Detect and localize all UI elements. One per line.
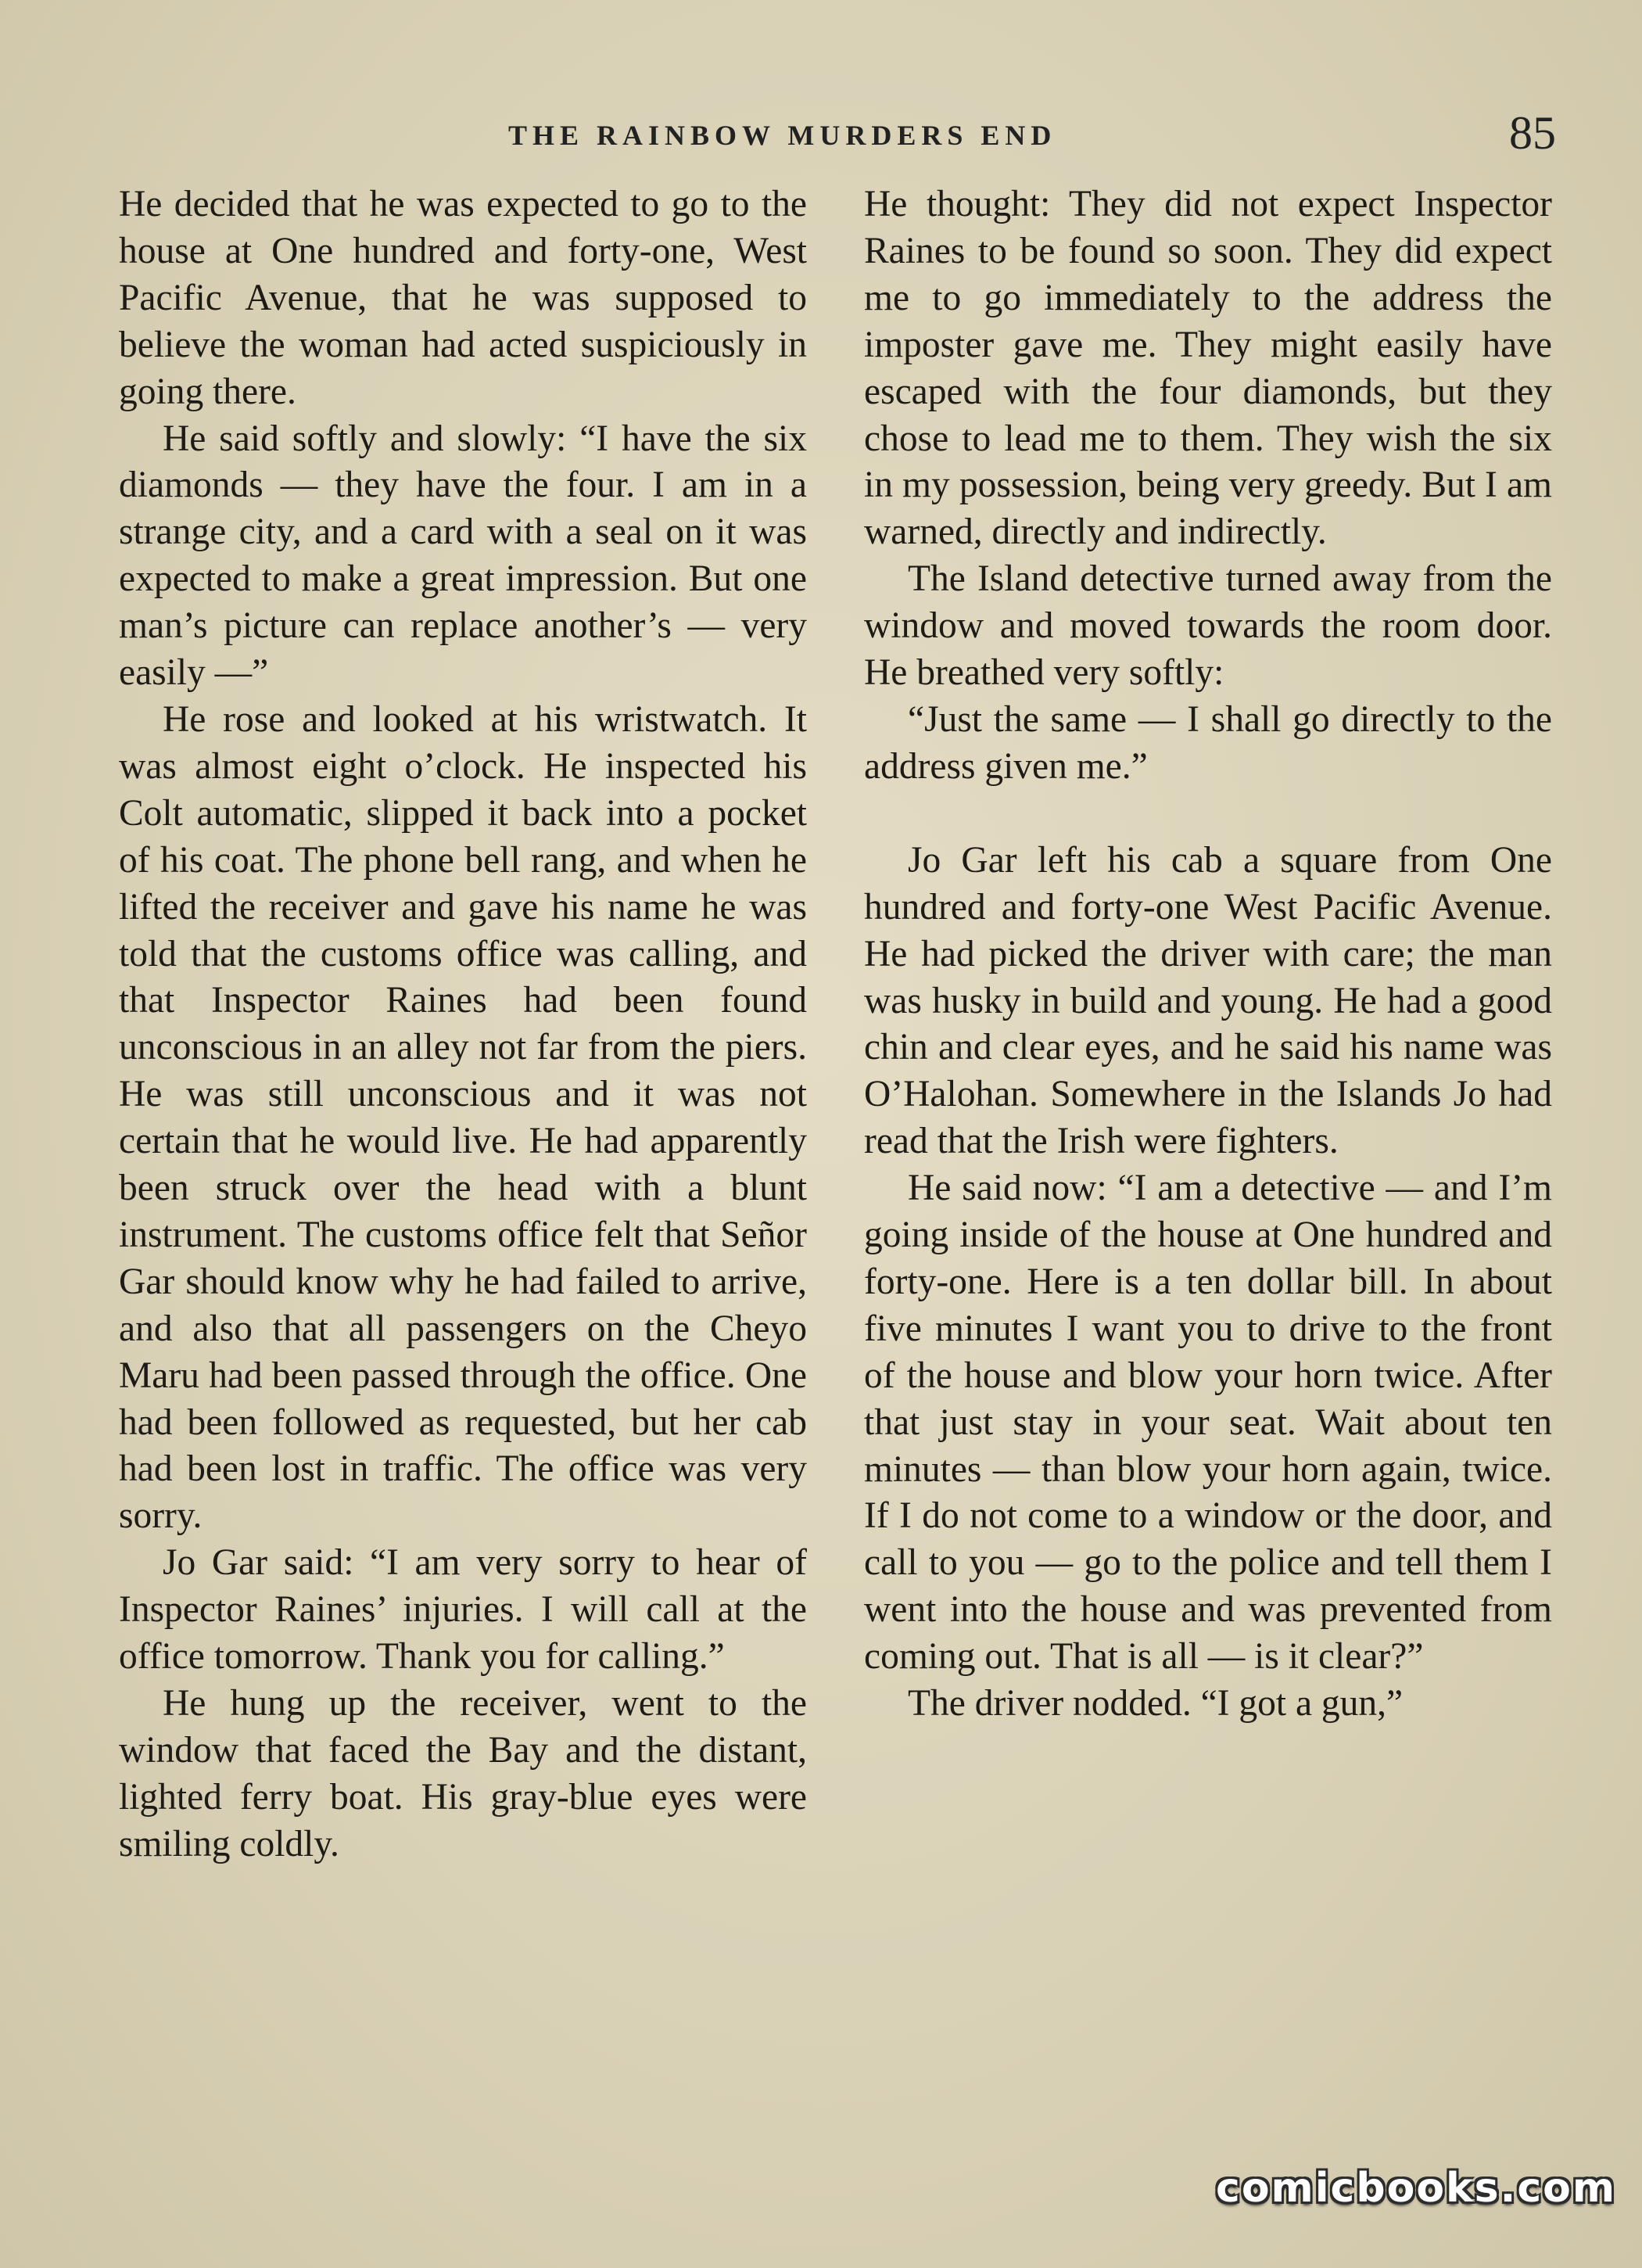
paragraph: Jo Gar said: “I am very sorry to hear of Inspector Raines’ injuries. I will call at the office tomorrow. Thank you for calling.” (119, 1542, 807, 1678)
right-column (864, 181, 1552, 1728)
paragraph: He thought: They did not expect Inspector Raines to be found so soon. They did expect me to go immediately to the address the imposter gave me. They might easily have escaped with the four diamonds, but they chose to lead me to them. They wish the six in my possession, being very greedy. But I am warned, directly and indirectly. (864, 184, 1552, 553)
page-number: 85 (1509, 107, 1556, 159)
paragraph: “Just the same — I shall go directly to the address given me.” (864, 698, 1552, 787)
paragraph: The Island detective turned away from the window and moved towards the room door. He breathed very softly: (864, 558, 1552, 694)
running-head: THE RAINBOW MURDERS END (508, 120, 1057, 151)
paragraph: The driver nodded. “I got a gun,” (908, 1683, 1404, 1724)
paragraph: He said softly and slowly: “I have the six diamonds — they have the four. I am in a strange city, and a card with a seal on it was expected to make a great impression. But one man’s picture can replace another’s — very easily —” (119, 418, 807, 694)
paragraph: He decided that he was expected to go to the house at One hundred and forty-one, West Pacific Avenue, that he was supposed to believe the woman had acted suspiciously in going there. (119, 184, 807, 412)
paragraph: He hung up the receiver, went to the window that faced the Bay and the distant, lighted ferry boat. His gray-blue eyes were smiling coldly. (119, 1683, 807, 1864)
watermark-logo: comicbooks.com (1216, 2165, 1617, 2212)
paragraph: He rose and looked at his wristwatch. It was almost eight o’clock. He inspected his Colt automatic, slipped it back into a pocket of his coat. The phone bell rang, and when he lifted the receiver and gave his name he was told that the customs office was calling, and that Inspector Raines had been found unconscious in an alley not far from the piers. He was still unconscious and it was not certain that he would live. He had apparently been struck over the head with a blunt instrument. The customs office felt that Señor Gar should know why he had failed to arrive, and also that all passengers on the Cheyo Maru had been passed through the office. One had been followed as requested, but her cab had been lost in traffic. The office was very sorry. (119, 698, 807, 1537)
left-column (119, 181, 807, 1868)
paragraph: Jo Gar left his cab a square from One hundred and forty-one West Pacific Avenue. He had picked the driver with care; the man was husky in build and young. He had a good chin and clear eyes, and he said his name was O’Halohan. Somewhere in the Islands Jo had read that the Irish were fighters. (864, 839, 1552, 1162)
paragraph: He said now: “I am a detective — and I’m going inside of the house at One hundred and forty-one. Here is a ten dollar bill. In about five minutes I want you to drive to the front of the house and blow your horn twice. After that just stay in your seat. Wait about ten minutes — than blow your horn again, twice. If I do not come to a window or the door, and call to you — go to the police and tell them I went into the house and was prevented from coming out. That is all — is it clear?” (864, 1168, 1552, 1678)
